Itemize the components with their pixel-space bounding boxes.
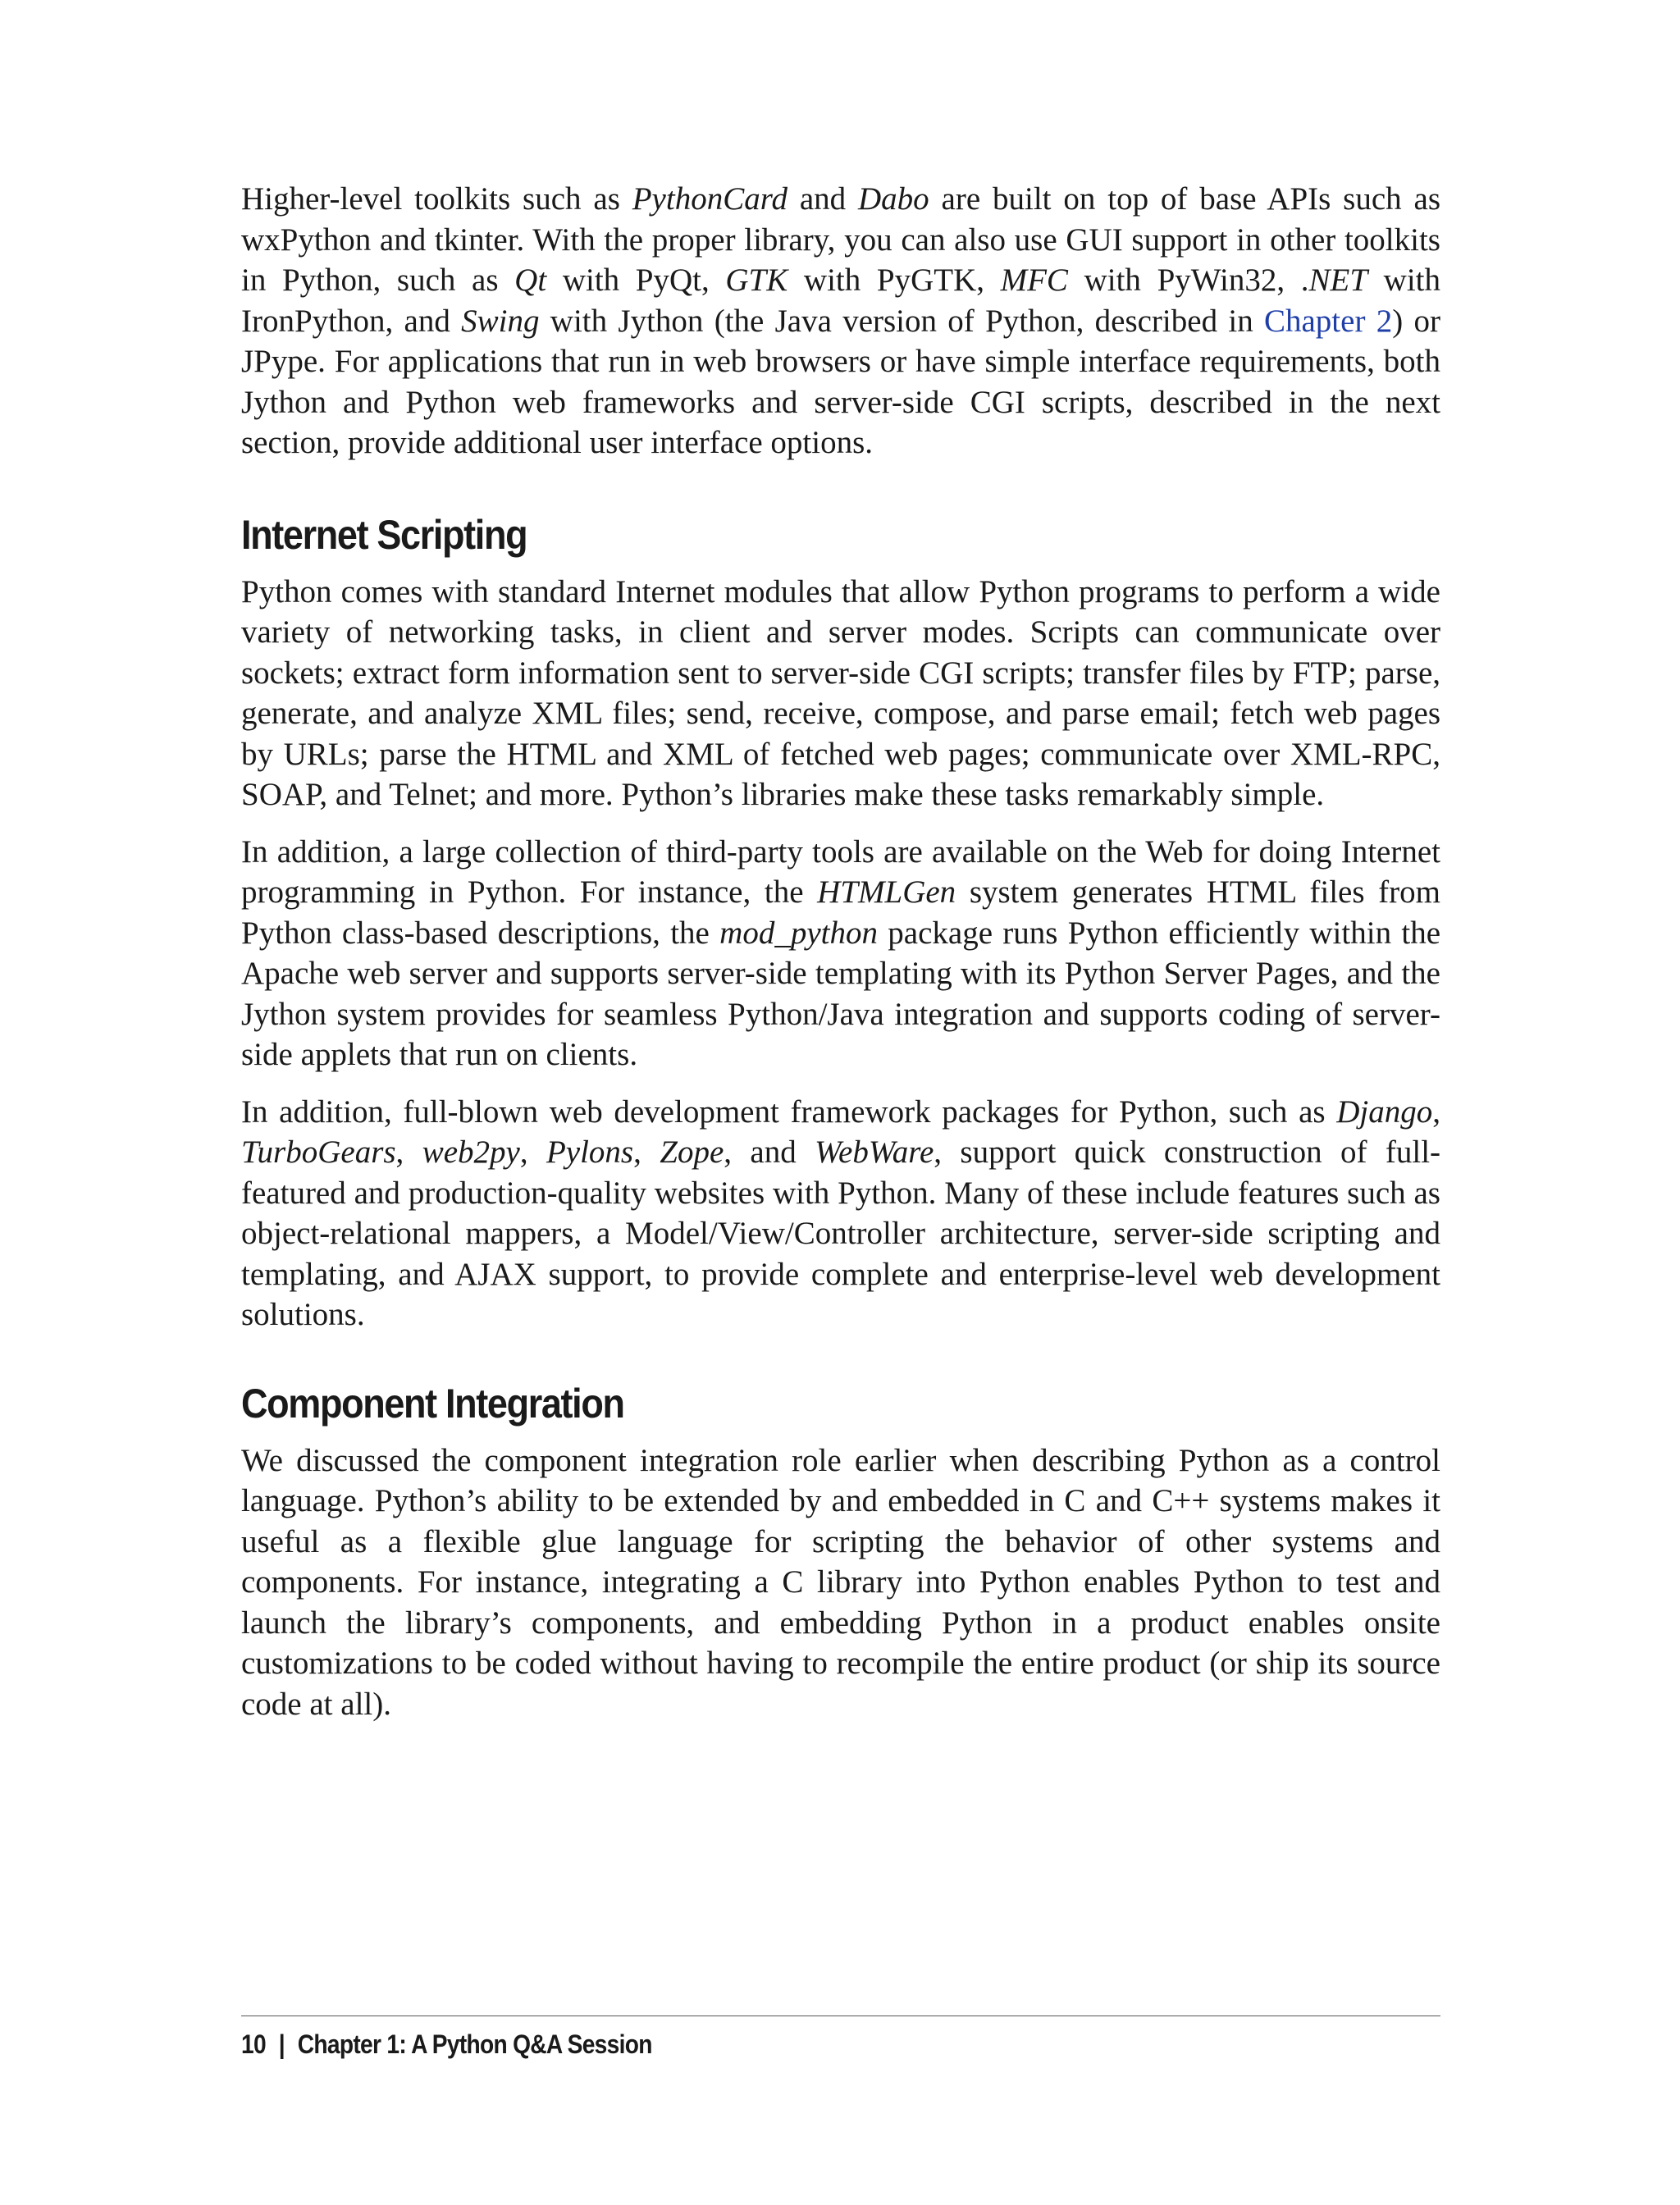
text-run: package runs Python efficiently within the Apache web server and supports server-side templating with its Python Server Pages, and the Jython system provides for seamless Python/Java integration and supports coding of server-side applets that run on clients. xyxy=(241,915,1441,1072)
text-run: , xyxy=(1432,1093,1440,1130)
internet-paragraph-2 xyxy=(241,832,1440,1075)
emphasis: PythonCard xyxy=(632,181,788,217)
text-run: , and xyxy=(724,1134,815,1170)
text-run: system generates HTML files from Python class-based descriptions, the xyxy=(241,874,1440,951)
text-run: with PyQt, xyxy=(546,262,726,298)
internet-paragraph-1: Python comes with standard Internet modules that allow Python programs to perform a wide variety of networking tasks, in client and server modes. Scripts can communicate over sockets; extract form information sent to server-side CGI scripts; transfer files by FTP; parse, generate, and analyze XML files; send, receive, compose, and parse email; fetch web pages by URLs; parse the HTML and XML of fetched web pages; communicate over XML-RPC, SOAP, and Telnet; and more. Python’s libraries make these tasks remarkably simple. xyxy=(241,573,1440,812)
text-run: , xyxy=(519,1134,546,1170)
footer-chapter-title: Chapter 1: A Python Q&A Session xyxy=(297,2029,652,2059)
component-integration-heading: Component Integration xyxy=(241,1380,624,1427)
page-footer xyxy=(241,2026,652,2062)
page-number: 10 xyxy=(241,2029,266,2059)
emphasis: WebWare xyxy=(815,1134,934,1170)
emphasis: Qt xyxy=(514,262,547,298)
text-run: In addition, full-blown web development framework packages for Python, such as xyxy=(241,1093,1337,1130)
text-run: with IronPython, and xyxy=(241,262,1441,339)
text-run: ) or JPype. For applications that run in web browsers or have simple interface requirements, both Jython and Python web frameworks and server-side CGI scripts, described in the next section, provide additional user interface options. xyxy=(241,303,1440,460)
emphasis: NET xyxy=(1308,262,1368,298)
text-run: with Jython (the Java version of Python, described in xyxy=(539,303,1264,339)
emphasis: Dabo xyxy=(858,181,929,217)
text-run: with PyWin32, . xyxy=(1067,262,1309,298)
text-run: are built on top of base APIs such as wxPython and tkinter. With the proper library, you can also use GUI support in other toolkits in Python, such as xyxy=(241,181,1441,298)
text-run: and xyxy=(787,181,858,217)
emphasis: Zope xyxy=(660,1134,724,1170)
emphasis: GTK xyxy=(725,262,788,298)
intro-paragraph xyxy=(241,179,1440,463)
text-run: , xyxy=(395,1134,422,1170)
emphasis: TurboGears xyxy=(241,1134,396,1170)
emphasis: mod_python xyxy=(719,915,878,951)
emphasis: Django xyxy=(1336,1093,1433,1130)
text-run: Higher-level toolkits such as xyxy=(241,181,632,217)
internet-paragraph-3 xyxy=(241,1092,1440,1335)
chapter-2-link[interactable]: Chapter 2 xyxy=(1263,303,1393,339)
internet-scripting-heading: Internet Scripting xyxy=(241,511,527,558)
text-run: In addition, a large collection of third-party tools are available on the Web for doing Internet programming in Python. For instance, the xyxy=(241,833,1440,910)
component-paragraph-1: We discussed the component integration role earlier when describing Python as a control language. Python’s ability to be extended by and embedded in C and C++ systems makes it useful as a flexible glue language for scripting the behavior of other systems and components. For instance, integrating a C library into Python enables Python to test and launch the library’s components, and embedding Python in a product enables onsite customizations to be coded without having to recompile the entire product (or ship its source code at all). xyxy=(241,1442,1440,1722)
emphasis: HTMLGen xyxy=(817,874,956,910)
text-run: , xyxy=(633,1134,660,1170)
text-run: with PyGTK, xyxy=(788,262,1001,298)
text-run: , support quick construction of full-featured and production-quality websites with Python. Many of these include features such as object-relational mappers, a Model/View/Controller architecture, server-side scripting and templating, and AJAX support, to provide complete and enterprise-level web development solutions. xyxy=(241,1134,1441,1332)
emphasis: web2py xyxy=(422,1134,520,1170)
footer-separator: | xyxy=(278,2029,285,2059)
emphasis: Pylons xyxy=(546,1134,634,1170)
page-content xyxy=(241,179,1440,1741)
emphasis: MFC xyxy=(1000,262,1068,298)
emphasis: Swing xyxy=(461,303,540,339)
